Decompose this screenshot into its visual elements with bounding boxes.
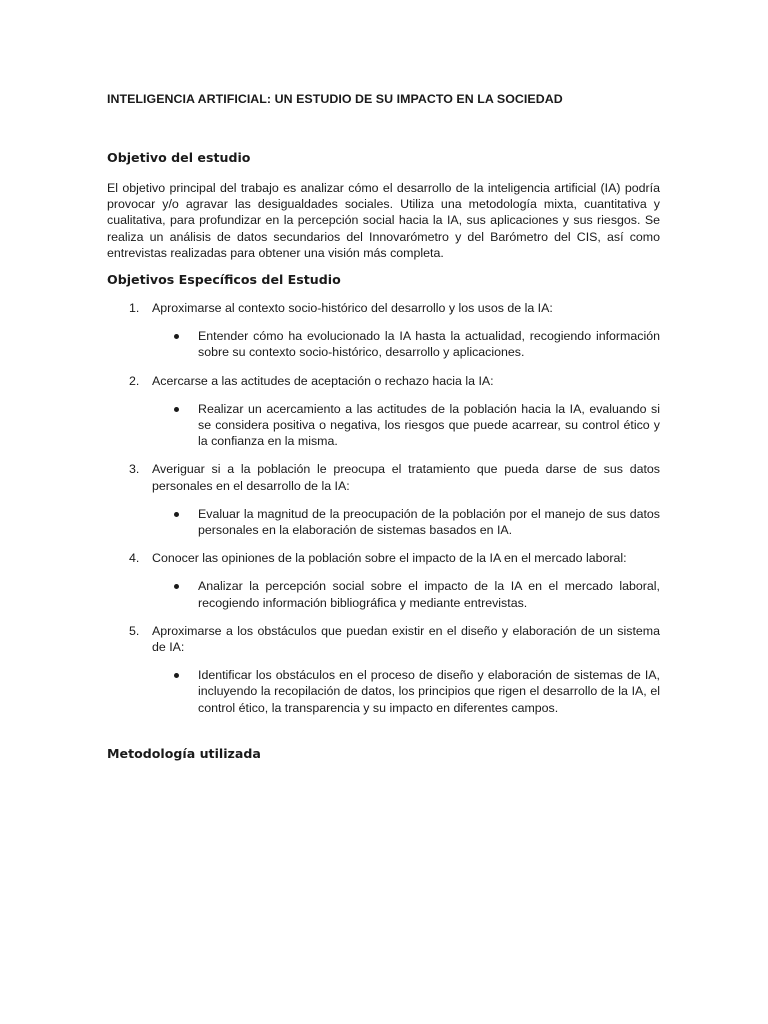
objective-item <box>107 461 660 538</box>
objective-sublist <box>152 401 660 450</box>
objective-item <box>107 550 660 611</box>
objective-bullet-item <box>152 578 660 610</box>
specific-objectives-heading: Objetivos Específicos del Estudio <box>107 272 341 287</box>
objective-number: 3. <box>129 462 140 477</box>
objective-sublist <box>152 667 660 716</box>
methodology-heading: Metodología utilizada <box>107 746 261 761</box>
objective-bullet-item <box>152 667 660 716</box>
objective-number: 2. <box>129 373 140 388</box>
objective-bullet-text: Analizar la percepción social sobre el impacto de la IA en el mercado laboral, recogiendo información bibliográfica y mediante entrevistas. <box>198 579 660 610</box>
objective-bullet-text: Realizar un acercamiento a las actitudes de la población hacia la IA, evaluando si se considera positiva o negativa, los riesgos que puede acarrear, su control ético y la confianza en la misma. <box>198 401 660 449</box>
objective-item <box>107 623 660 716</box>
specific-objectives-list <box>107 300 660 728</box>
objective-item <box>107 300 660 361</box>
objective-bullet-item <box>152 506 660 538</box>
objective-item <box>107 373 660 450</box>
objective-bullet-text: Entender cómo ha evolucionado la IA hasta la actualidad, recogiendo información sobre su contexto socio-histórico, desarrollo y aplicaciones. <box>198 329 660 360</box>
bullet-icon <box>174 407 179 412</box>
objective-sublist <box>152 328 660 360</box>
objective-bullet-item <box>152 328 660 360</box>
objective-bullet-item <box>152 401 660 450</box>
objective-text: Averiguar si a la población le preocupa el tratamiento que pueda darse de sus datos personales en el desarrollo de la IA: <box>152 462 660 493</box>
bullet-icon <box>174 584 179 589</box>
objective-number: 5. <box>129 623 140 638</box>
objective-heading: Objetivo del estudio <box>107 150 251 165</box>
objective-bullet-text: Evaluar la magnitud de la preocupación de la población por el manejo de sus datos personales en la elaboración de sistemas basados en IA. <box>198 506 660 538</box>
document-title: INTELIGENCIA ARTIFICIAL: UN ESTUDIO DE SU IMPACTO EN LA SOCIEDAD <box>107 92 563 106</box>
objective-bullet-text: Identificar los obstáculos en el proceso de diseño y elaboración de sistemas de IA, incluyendo la recopilación de datos, los principios que rigen el desarrollo de la IA, el control ético, la transparencia y su impacto en diferentes campos. <box>198 668 660 715</box>
bullet-icon <box>174 334 179 339</box>
objective-text: Aproximarse a los obstáculos que puedan existir en el diseño y elaboración de un sistema de IA: <box>152 623 660 655</box>
objective-text: Aproximarse al contexto socio-histórico del desarrollo y los usos de la IA: <box>152 301 553 315</box>
bullet-icon <box>174 673 179 678</box>
objective-number: 4. <box>129 551 140 566</box>
objective-paragraph: El objetivo principal del trabajo es analizar cómo el desarrollo de la inteligencia artificial (IA) podría provocar y/o agravar las desigualdades sociales. Utiliza una metodología mixta, cuantitativa y cualitativa, para profundizar en la percepción social hacia la IA, sus aplicaciones y sus riesgos. Se realiza un análisis de datos secundarios del Innovarómetro y del Barómetro del CIS, así como entrevistas realizadas para obtener una visión más completa. <box>107 181 660 260</box>
objective-sublist <box>152 506 660 538</box>
bullet-icon <box>174 512 179 517</box>
objective-text: Conocer las opiniones de la población sobre el impacto de la IA en el mercado laboral: <box>152 551 627 566</box>
objective-text: Acercarse a las actitudes de aceptación o rechazo hacia la IA: <box>152 373 494 388</box>
objective-sublist <box>152 578 660 610</box>
objective-number: 1. <box>129 301 140 315</box>
